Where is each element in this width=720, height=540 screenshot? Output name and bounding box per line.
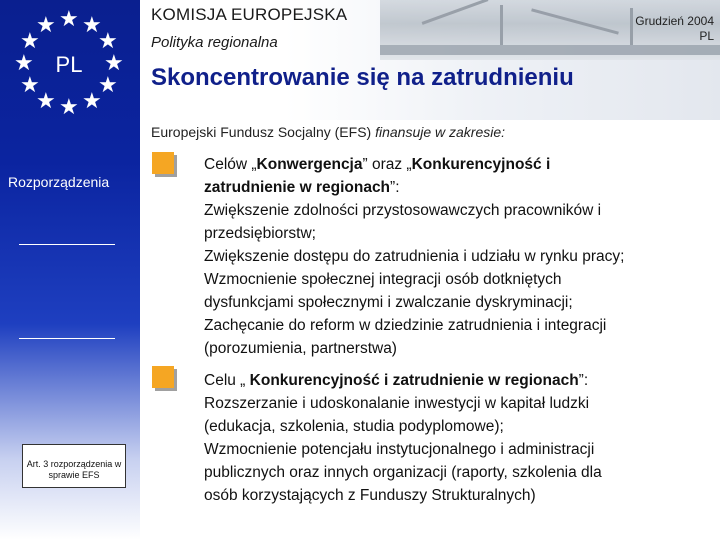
language-code: PL	[699, 29, 714, 43]
date-line: Grudzień 2004	[635, 14, 714, 28]
block-line	[204, 369, 714, 392]
text: ” oraz „	[362, 156, 412, 173]
text: Celów „	[204, 156, 257, 173]
star-icon: ★	[20, 72, 40, 97]
star-icon: ★	[36, 12, 56, 37]
bold-text: Konkurencyjność i	[411, 156, 551, 173]
star-icon: ★	[104, 50, 124, 75]
block-line	[204, 153, 714, 176]
text: Zachęcanie do reform w dziedzinie zatrudnienia i integracji	[204, 317, 607, 334]
star-icon: ★	[59, 94, 79, 119]
text: Zwiększenie zdolności przystosowawczych pracowników i	[204, 202, 602, 219]
text: osób korzystających z Funduszy Strukturalnych)	[204, 487, 536, 504]
bold-text: Konkurencyjność i zatrudnienie w regionach	[249, 372, 579, 389]
star-icon: ★	[20, 28, 40, 53]
intro-rest: finansuje w zakresie:	[371, 124, 506, 140]
block-line	[204, 314, 714, 337]
block-line	[204, 291, 714, 314]
block-line	[204, 199, 714, 222]
bullet-icon	[152, 152, 174, 174]
country-code: PL	[55, 52, 83, 77]
text: ”:	[578, 372, 589, 389]
text: Wzmocnienie społecznej integracji osób dotkniętych	[204, 271, 562, 288]
text: (edukacja, szkolenia, studia podyplomowe);	[204, 418, 504, 435]
intro-subject: Europejski Fundusz Socjalny (EFS)	[151, 124, 372, 140]
block-line	[204, 461, 714, 484]
block-line	[204, 245, 714, 268]
article-note: Art. 3 rozporządzenia w sprawie EFS	[22, 444, 126, 488]
text: Rozszerzanie i udoskonalanie inwestycji w kapitał ludzki	[204, 395, 590, 412]
objective-block-convergence	[204, 153, 714, 360]
text: Wzmocnienie potencjału instytucjonalnego i administracji	[204, 441, 595, 458]
block-line	[204, 438, 714, 461]
page-title: Skoncentrowanie się na zatrudnieniu	[151, 64, 574, 91]
star-icon: ★	[14, 50, 34, 75]
sidebar-divider	[19, 338, 115, 339]
eu-flag-icon	[14, 8, 124, 118]
block-line	[204, 484, 714, 507]
text: ”:	[390, 179, 400, 196]
bold-text: zatrudnienie w regionach	[204, 179, 391, 196]
text: przedsiębiorstw;	[204, 225, 316, 242]
text: Celu „	[204, 372, 250, 389]
star-icon: ★	[36, 88, 56, 113]
sidebar-divider	[19, 244, 115, 245]
star-icon: ★	[98, 72, 118, 97]
bullet-icon	[152, 366, 174, 388]
star-icon: ★	[59, 6, 79, 31]
block-line	[204, 176, 714, 199]
header-subtitle: Polityka regionalna	[151, 34, 278, 51]
star-icon: ★	[98, 28, 118, 53]
org-name: KOMISJA EUROPEJSKA	[151, 5, 348, 24]
block-line	[204, 222, 714, 245]
block-line	[204, 268, 714, 291]
intro-text	[151, 124, 505, 140]
star-icon: ★	[82, 88, 102, 113]
block-line	[204, 415, 714, 438]
block-line	[204, 392, 714, 415]
text: publicznych oraz innych organizacji (raporty, szkolenia dla	[204, 464, 602, 481]
objective-block-competitiveness	[204, 369, 714, 507]
text: (porozumienia, partnerstwa)	[204, 340, 397, 357]
text: Zwiększenie dostępu do zatrudnienia i udziału w rynku pracy;	[204, 248, 625, 265]
bold-text: Konwergencja	[256, 156, 363, 173]
block-line	[204, 337, 714, 360]
sidebar-label: Rozporządzenia	[8, 174, 110, 190]
text: dysfunkcjami społecznymi i zwalczanie dyskryminacji;	[204, 294, 573, 311]
date-stamp	[635, 14, 714, 44]
star-icon: ★	[82, 12, 102, 37]
